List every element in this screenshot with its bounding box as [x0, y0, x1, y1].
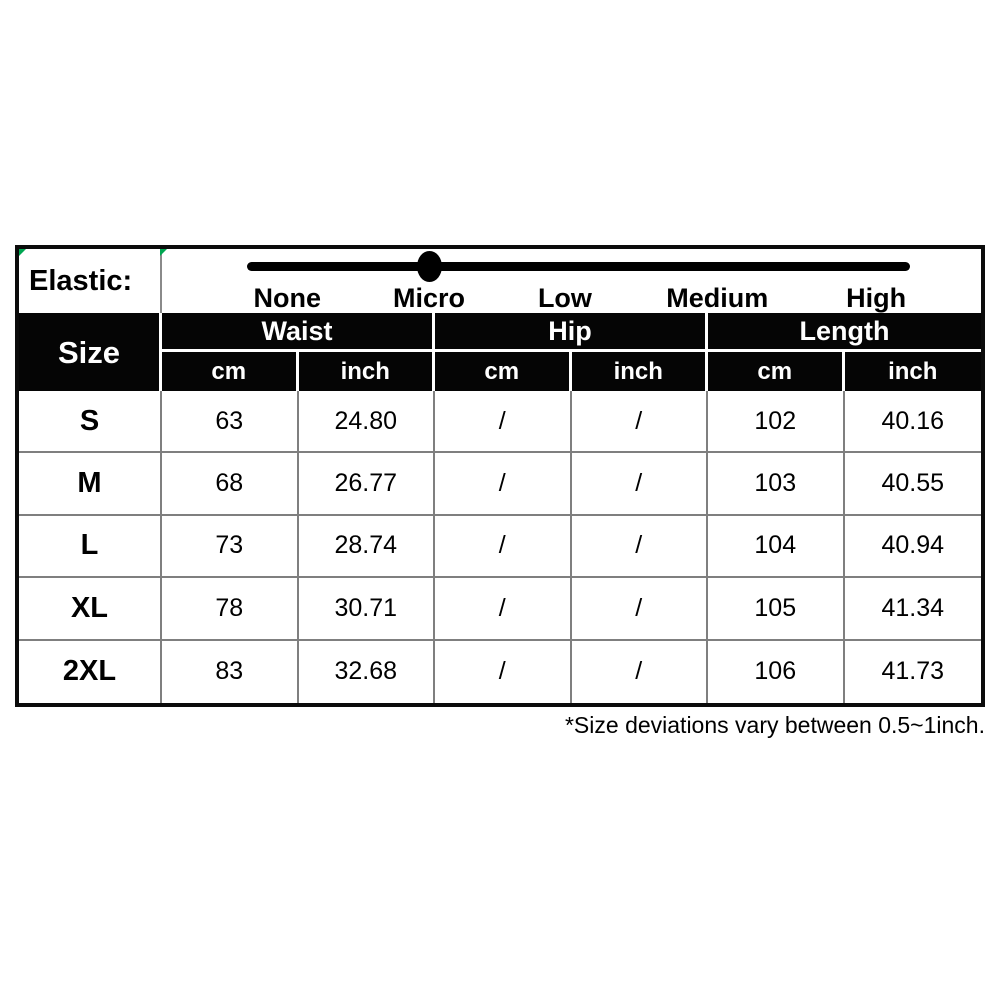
unit-header-hip-cm: cm — [435, 352, 572, 391]
elastic-level-high: High — [846, 283, 907, 313]
green-corner-marker-icon — [19, 249, 26, 256]
size-chart-table — [15, 245, 985, 707]
waist-cm-cell: 78 — [162, 578, 299, 640]
length-cm-cell: 102 — [708, 391, 845, 453]
length-cm-cell: 104 — [708, 516, 845, 578]
size-cell: L — [19, 516, 162, 578]
waist-inch-cell: 28.74 — [299, 516, 436, 578]
waist-inch-cell: 26.77 — [299, 453, 436, 515]
size-cell: M — [19, 453, 162, 515]
column-header-hip: Hip — [435, 313, 708, 352]
length-cm-cell: 106 — [708, 641, 845, 703]
unit-header-hip-inch: inch — [572, 352, 709, 391]
waist-inch-cell: 24.80 — [299, 391, 436, 453]
hip-cm-cell: / — [435, 641, 572, 703]
length-inch-cell: 41.73 — [845, 641, 982, 703]
column-header-waist: Waist — [162, 313, 435, 352]
elastic-label: Elastic: — [19, 249, 162, 313]
hip-inch-cell: / — [572, 453, 709, 515]
unit-header-length-inch: inch — [845, 352, 982, 391]
elastic-level-micro: Micro — [392, 283, 465, 313]
slider-thumb-icon — [417, 251, 442, 282]
elastic-level-none: None — [253, 283, 322, 313]
unit-header-waist-cm: cm — [162, 352, 299, 391]
column-header-length: Length — [708, 313, 981, 352]
waist-cm-cell: 73 — [162, 516, 299, 578]
size-cell: 2XL — [19, 641, 162, 703]
hip-inch-cell: / — [572, 391, 709, 453]
size-cell: S — [19, 391, 162, 453]
length-cm-cell: 103 — [708, 453, 845, 515]
hip-inch-cell: / — [572, 578, 709, 640]
hip-cm-cell: / — [435, 453, 572, 515]
waist-inch-cell: 30.71 — [299, 578, 436, 640]
slider-track-icon — [247, 262, 910, 271]
elastic-level-low: Low — [537, 283, 592, 313]
length-cm-cell: 105 — [708, 578, 845, 640]
waist-cm-cell: 83 — [162, 641, 299, 703]
elastic-level-medium: Medium — [666, 283, 769, 313]
hip-cm-cell: / — [435, 578, 572, 640]
hip-cm-cell: / — [435, 391, 572, 453]
length-inch-cell: 40.94 — [845, 516, 982, 578]
length-inch-cell: 41.34 — [845, 578, 982, 640]
length-inch-cell: 40.55 — [845, 453, 982, 515]
unit-header-waist-inch: inch — [299, 352, 436, 391]
green-corner-marker-icon — [160, 249, 167, 256]
size-cell: XL — [19, 578, 162, 640]
unit-header-length-cm: cm — [708, 352, 845, 391]
hip-inch-cell: / — [572, 516, 709, 578]
hip-inch-cell: / — [572, 641, 709, 703]
elastic-slider — [162, 249, 981, 313]
column-header-size: Size — [19, 313, 162, 391]
size-deviation-footnote: *Size deviations vary between 0.5~1inch. — [564, 712, 985, 738]
hip-cm-cell: / — [435, 516, 572, 578]
waist-cm-cell: 63 — [162, 391, 299, 453]
length-inch-cell: 40.16 — [845, 391, 982, 453]
waist-inch-cell: 32.68 — [299, 641, 436, 703]
waist-cm-cell: 68 — [162, 453, 299, 515]
